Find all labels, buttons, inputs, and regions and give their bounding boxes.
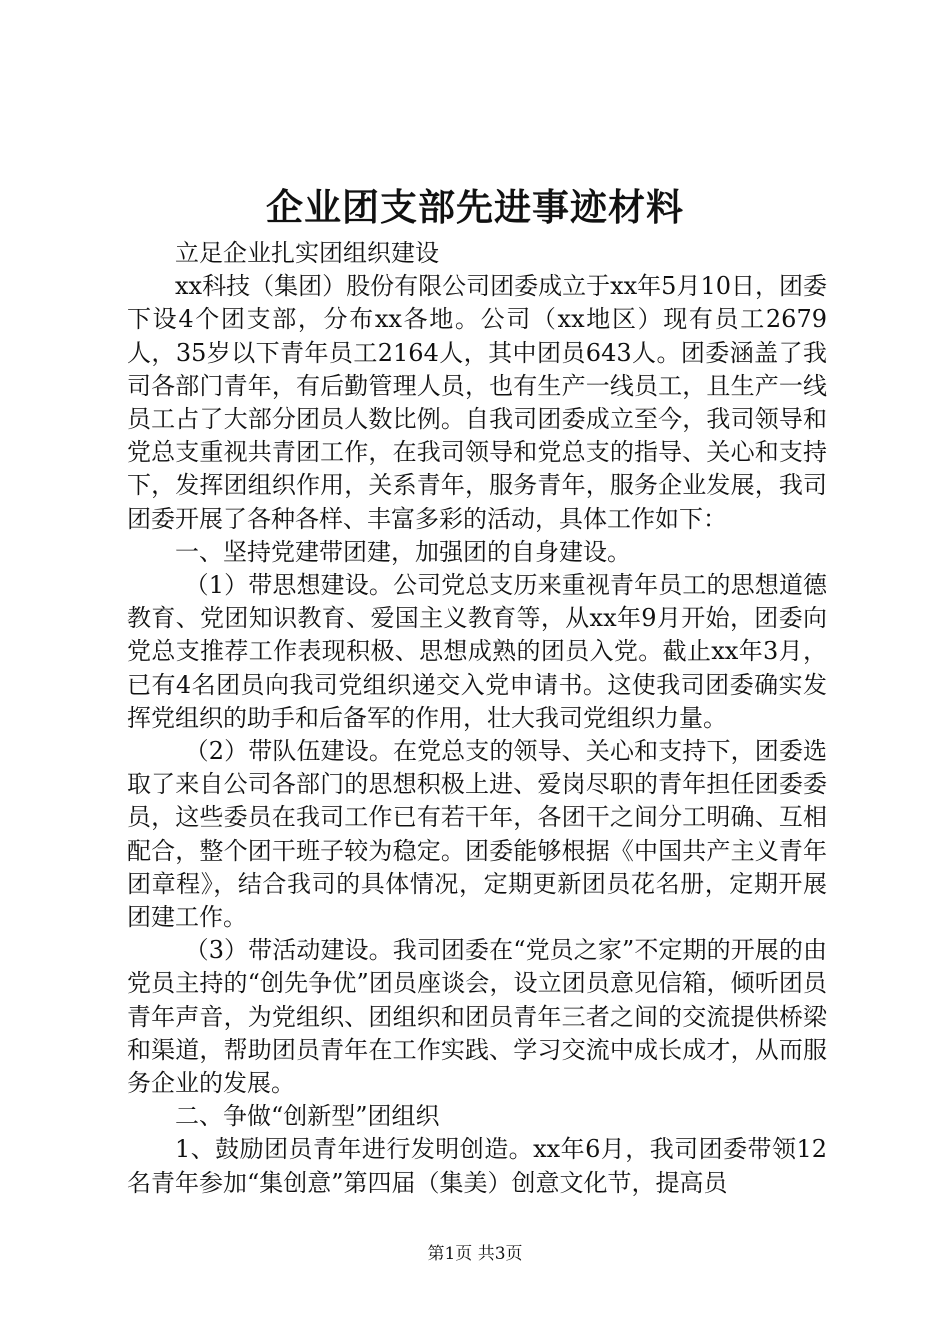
section-heading: 二、争做“创新型”团组织: [175, 1102, 440, 1131]
paragraph: 1、鼓励团员青年进行发明创造。xx年6月，我司团委带领12名青年参加“集创意”第四届（集美）创意文化节，提高员: [127, 1135, 827, 1197]
section-heading: 立足企业扎实团组织建设: [175, 239, 439, 267]
document-title: 企业团支部先进事迹材料: [266, 185, 684, 229]
page-footer: 第1页 共3页: [427, 1244, 523, 1264]
paragraph: （2）带队伍建设。在党总支的领导、关心和支持下，团委选取了来自公司各部门的思想积极上进、爱岗尽职的青年担任团委委员，这些委员在我司工作已有若干年，各团干之间分工明确、互相配合，整个团干班子较为稳定。团委能够根据《中国共产主义青年团章程》，结合我司的具体情况，定期更新团员花名册，定期开展团建工作。: [127, 737, 827, 932]
paragraph: xx科技（集团）股份有限公司团委成立于xx年5月10日，团委下设4个团支部，分布xx各地。公司（xx地区）现有员工2679人，35岁以下青年员工2164人，其中团员643人。团委涵盖了我司各部门青年，有后勤管理人员，也有生产一线员工，且生产一线员工占了大部分团员人数比例。自我司团委成立至今，我司领导和党总支重视共青团工作，在我司领导和党总支的指导、关心和支持下，发挥团组织作用，关系青年，服务青年，服务企业发展，我司团委开展了各种各样、丰富多彩的活动，具体工作如下：: [127, 272, 827, 533]
section-heading: 一、坚持党建带团建，加强团的自身建设。: [175, 537, 631, 566]
paragraph: （3）带活动建设。我司团委在“党员之家”不定期的开展的由党员主持的“创先争优”团员座谈会，设立团员意见信箱，倾听团员青年声音，为党组织、团组织和团员青年三者之间的交流提供桥梁和渠道，帮助团员青年在工作实践、学习交流中成长成才，从而服务企业的发展。: [127, 936, 827, 1098]
paragraph: （1）带思想建设。公司党总支历来重视青年员工的思想道德教育、党团知识教育、爱国主义教育等，从xx年9月开始，团委向党总支推荐工作表现积极、思想成熟的团员入党。截止xx年3月，已有4名团员向我司党组织递交入党申请书。这使我司团委确实发挥党组织的助手和后备军的作用，壮大我司党组织力量。: [127, 571, 827, 732]
document-body: [127, 237, 827, 1200]
